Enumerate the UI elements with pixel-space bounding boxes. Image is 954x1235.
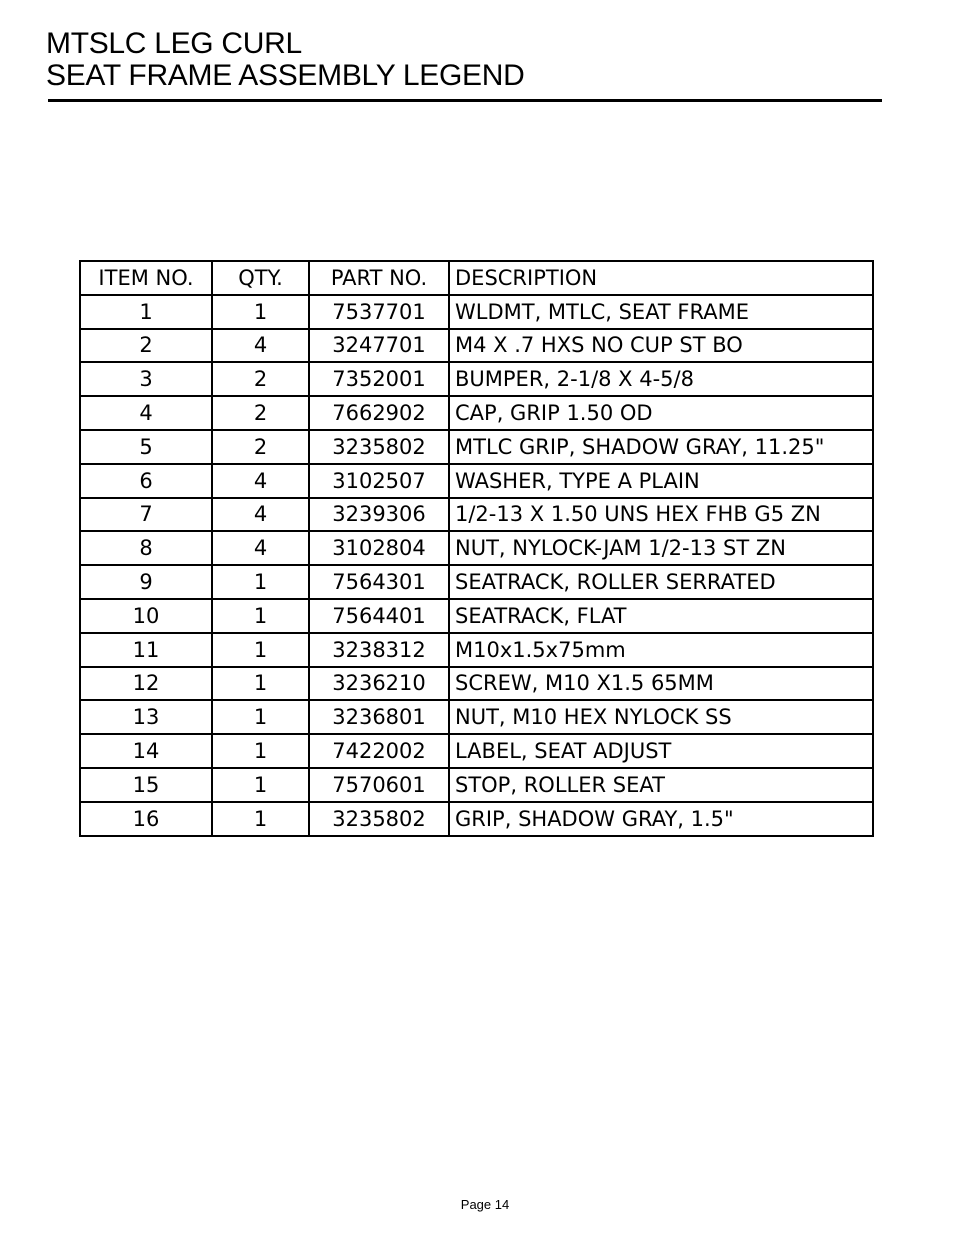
item-no-cell: 8 (80, 531, 212, 565)
table-row (80, 565, 873, 599)
item-no-cell: 6 (80, 464, 212, 498)
part-no-cell: 7662902 (309, 396, 449, 430)
item-no-cell: 10 (80, 599, 212, 633)
header-description: DESCRIPTION (449, 261, 873, 295)
description-cell: NUT, M10 HEX NYLOCK SS (449, 700, 873, 734)
qty-cell: 1 (212, 633, 309, 667)
item-no-cell: 13 (80, 700, 212, 734)
table-row (80, 464, 873, 498)
item-no-cell: 12 (80, 667, 212, 701)
part-no-cell: 3235802 (309, 430, 449, 464)
part-no-cell: 3239306 (309, 498, 449, 532)
part-no-cell: 7564401 (309, 599, 449, 633)
table-row (80, 700, 873, 734)
description-cell: CAP, GRIP 1.50 OD (449, 396, 873, 430)
description-cell: M4 X .7 HXS NO CUP ST BO (449, 329, 873, 363)
qty-cell: 1 (212, 700, 309, 734)
qty-cell: 2 (212, 362, 309, 396)
description-cell: LABEL, SEAT ADJUST (449, 734, 873, 768)
table-row (80, 633, 873, 667)
title-line-2: SEAT FRAME ASSEMBLY LEGEND (46, 59, 525, 92)
part-no-cell: 3102804 (309, 531, 449, 565)
description-cell: SEATRACK, FLAT (449, 599, 873, 633)
part-no-cell: 7537701 (309, 295, 449, 329)
qty-cell: 2 (212, 396, 309, 430)
part-no-cell: 3238312 (309, 633, 449, 667)
description-cell: SEATRACK, ROLLER SERRATED (449, 565, 873, 599)
part-no-cell: 7352001 (309, 362, 449, 396)
description-cell: MTLC GRIP, SHADOW GRAY, 11.25" (449, 430, 873, 464)
qty-cell: 1 (212, 295, 309, 329)
item-no-cell: 11 (80, 633, 212, 667)
description-cell: GRIP, SHADOW GRAY, 1.5" (449, 802, 873, 836)
table-row (80, 498, 873, 532)
qty-cell: 1 (212, 565, 309, 599)
table-header-row (80, 261, 873, 295)
title-underline (48, 99, 882, 102)
description-cell: M10x1.5x75mm (449, 633, 873, 667)
table-row (80, 599, 873, 633)
qty-cell: 1 (212, 599, 309, 633)
description-cell: SCREW, M10 X1.5 65MM (449, 667, 873, 701)
table-row (80, 329, 873, 363)
description-cell: 1/2-13 X 1.50 UNS HEX FHB G5 ZN (449, 498, 873, 532)
part-no-cell: 3236210 (309, 667, 449, 701)
item-no-cell: 7 (80, 498, 212, 532)
item-no-cell: 3 (80, 362, 212, 396)
item-no-cell: 16 (80, 802, 212, 836)
qty-cell: 4 (212, 464, 309, 498)
table-row (80, 396, 873, 430)
qty-cell: 4 (212, 498, 309, 532)
qty-cell: 2 (212, 430, 309, 464)
part-no-cell: 7564301 (309, 565, 449, 599)
table-body (80, 295, 873, 836)
qty-cell: 1 (212, 802, 309, 836)
qty-cell: 1 (212, 734, 309, 768)
description-cell: WASHER, TYPE A PLAIN (449, 464, 873, 498)
parts-legend-table (79, 260, 874, 837)
title-line-1: MTSLC LEG CURL (46, 27, 302, 60)
table-row (80, 295, 873, 329)
table-row (80, 362, 873, 396)
qty-cell: 4 (212, 531, 309, 565)
item-no-cell: 1 (80, 295, 212, 329)
item-no-cell: 15 (80, 768, 212, 802)
item-no-cell: 4 (80, 396, 212, 430)
part-no-cell: 3247701 (309, 329, 449, 363)
part-no-cell: 3235802 (309, 802, 449, 836)
page-title (46, 28, 524, 92)
part-no-cell: 7422002 (309, 734, 449, 768)
header-item-no: ITEM NO. (80, 261, 212, 295)
description-cell: NUT, NYLOCK-JAM 1/2-13 ST ZN (449, 531, 873, 565)
item-no-cell: 2 (80, 329, 212, 363)
item-no-cell: 14 (80, 734, 212, 768)
qty-cell: 1 (212, 667, 309, 701)
table-row (80, 531, 873, 565)
qty-cell: 1 (212, 768, 309, 802)
table-row (80, 768, 873, 802)
qty-cell: 4 (212, 329, 309, 363)
part-no-cell: 3236801 (309, 700, 449, 734)
part-no-cell: 7570601 (309, 768, 449, 802)
part-no-cell: 3102507 (309, 464, 449, 498)
table-row (80, 430, 873, 464)
item-no-cell: 5 (80, 430, 212, 464)
description-cell: STOP, ROLLER SEAT (449, 768, 873, 802)
table-row (80, 802, 873, 836)
description-cell: WLDMT, MTLC, SEAT FRAME (449, 295, 873, 329)
description-cell: BUMPER, 2-1/8 X 4-5/8 (449, 362, 873, 396)
header-qty: QTY. (212, 261, 309, 295)
page-number: Page 14 (460, 1197, 510, 1212)
table-row (80, 667, 873, 701)
header-part-no: PART NO. (309, 261, 449, 295)
table-row (80, 734, 873, 768)
item-no-cell: 9 (80, 565, 212, 599)
